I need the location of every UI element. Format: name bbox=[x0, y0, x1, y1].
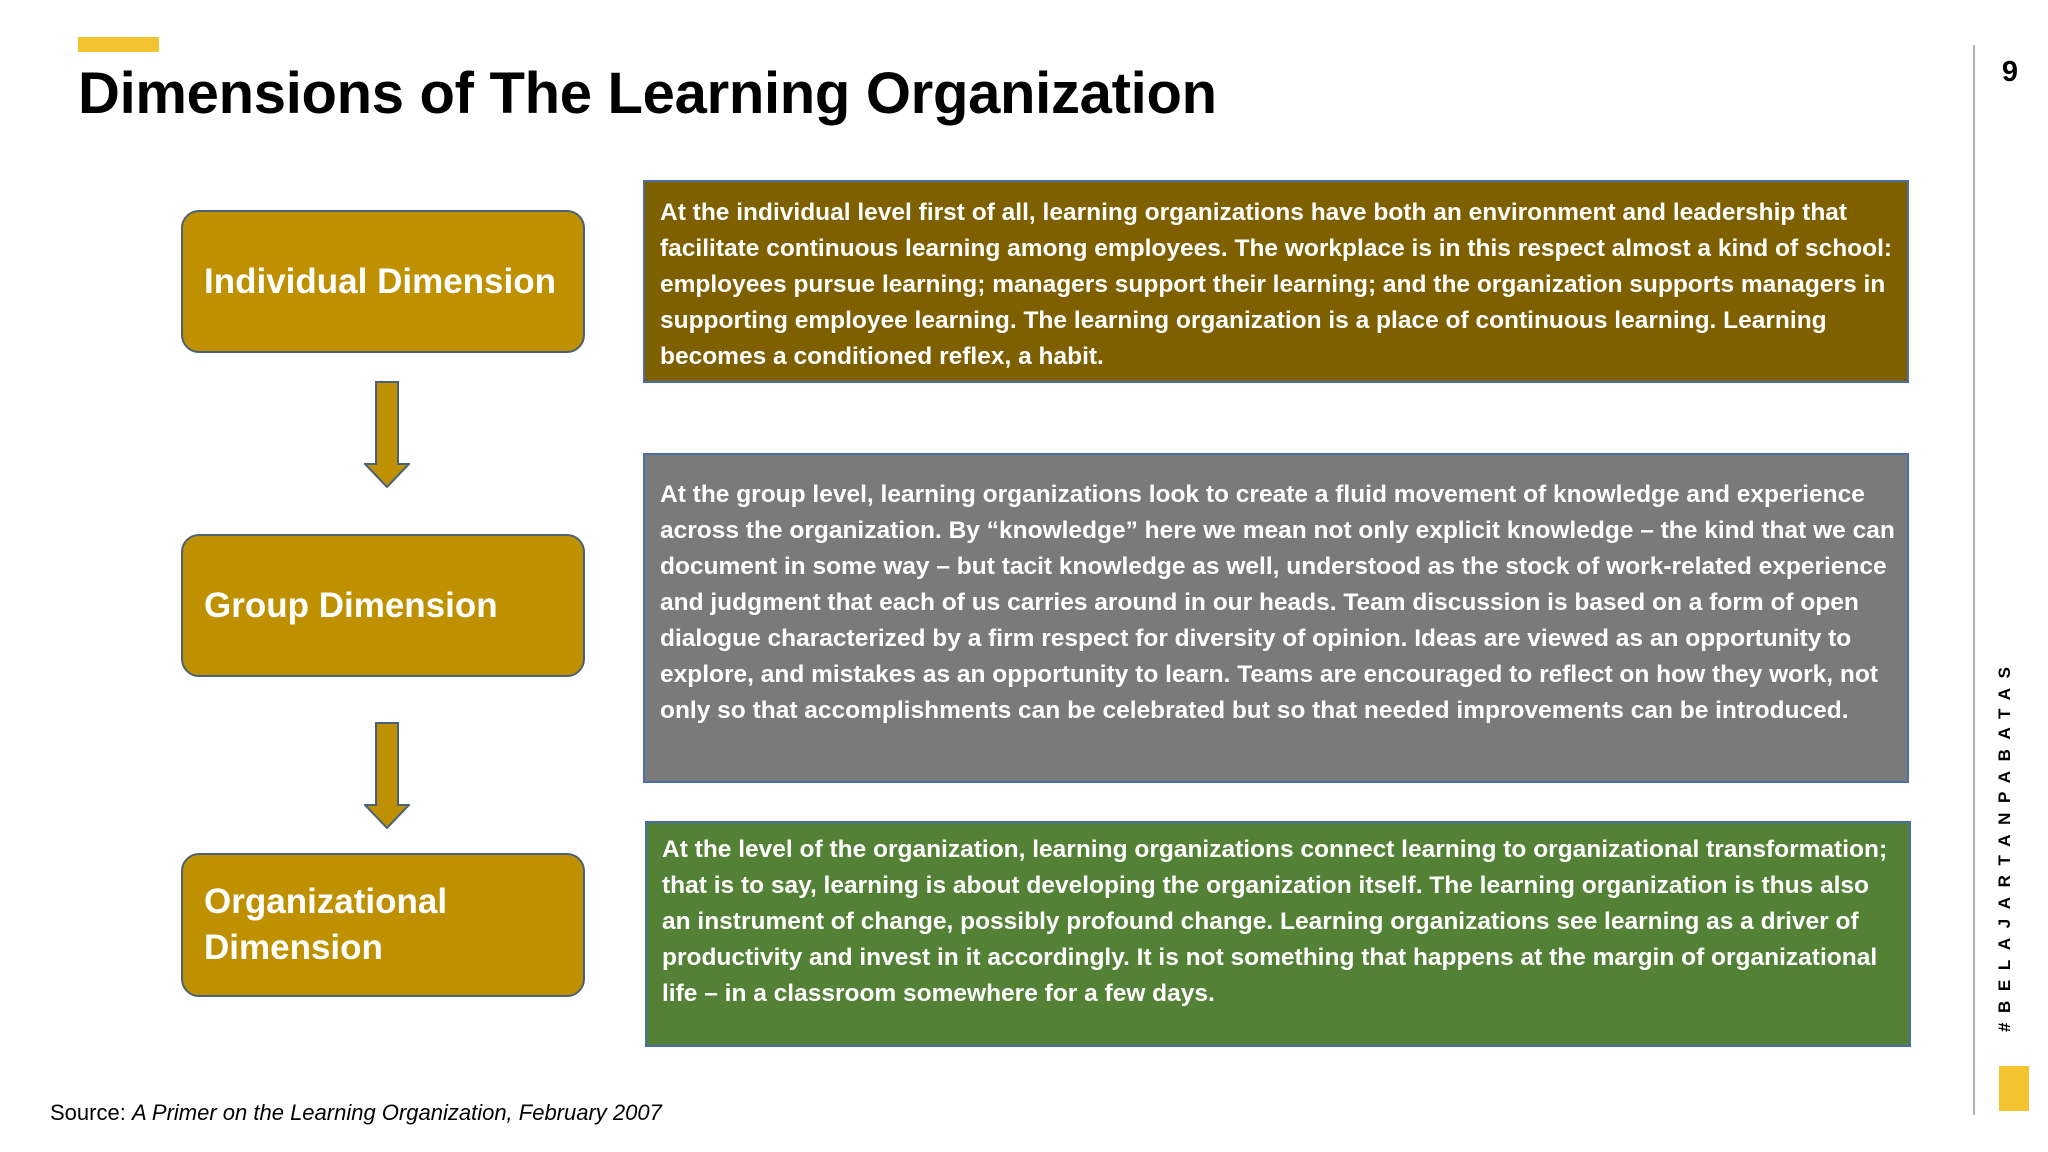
organizational-description-text: At the level of the organization, learning organizations connect learning to organizational transformation; that is to say, learning is about developing the organization itself. The learning organization is thus also an instrument of change, possibly profound change. Learning organizations see learning as a driver of productivity and invest in it accordingly. It is not something that happens at the margin of organizational life – in a classroom somewhere for a few days. bbox=[662, 836, 1888, 1007]
organizational-description-box bbox=[645, 821, 1911, 1047]
right-divider-line bbox=[1973, 45, 1975, 1115]
source-prefix: Source: bbox=[50, 1100, 132, 1125]
slide-title: Dimensions of The Learning Organization bbox=[78, 61, 1217, 126]
group-dimension-box bbox=[181, 534, 585, 677]
organizational-dimension-label: Organizational Dimension bbox=[204, 882, 448, 967]
title-accent-bar bbox=[78, 37, 159, 52]
individual-description-text: At the individual level first of all, learning organizations have both an environment and leadership that facilitate continuous learning among employees. The workplace is in this respect almost a kind of school: employees pursue learning; managers support their learning; and the organization supports managers in supporting employee learning. The learning organization is a place of continuous learning. Learning becomes a conditioned reflex, a habit. bbox=[660, 199, 1893, 370]
individual-dimension-label: Individual Dimension bbox=[204, 261, 556, 301]
group-dimension-label: Group Dimension bbox=[204, 585, 498, 625]
corner-accent-bar bbox=[1999, 1066, 2029, 1111]
individual-description-box bbox=[643, 180, 1909, 383]
source-citation bbox=[50, 1100, 662, 1126]
page-number: 9 bbox=[2001, 56, 2019, 88]
hashtag-vertical-text: #BELAJARTANPABATAS bbox=[1995, 657, 2014, 1032]
individual-dimension-box bbox=[181, 210, 585, 353]
source-title: A Primer on the Learning Organization, February 2007 bbox=[131, 1100, 662, 1125]
organizational-dimension-box bbox=[181, 853, 585, 997]
group-description-text: At the group level, learning organizations look to create a fluid movement of knowledge and experience across the organization. By “knowledge” here we mean not only explicit knowledge – the kind that we can document in some way – but tacit knowledge as well, understood as the stock of work-related experience and judgment that each of us carries around in our heads. Team discussion is based on a form of open dialogue characterized by a firm respect for diversity of opinion. Ideas are viewed as an opportunity to explore, and mistakes as an opportunity to learn. Teams are encouraged to reflect on how they work, not only so that accomplishments can be celebrated but so that needed improvements can be introduced. bbox=[660, 481, 1895, 724]
down-arrow-icon bbox=[364, 722, 410, 829]
group-description-box bbox=[643, 453, 1909, 783]
down-arrow-icon bbox=[364, 381, 410, 488]
